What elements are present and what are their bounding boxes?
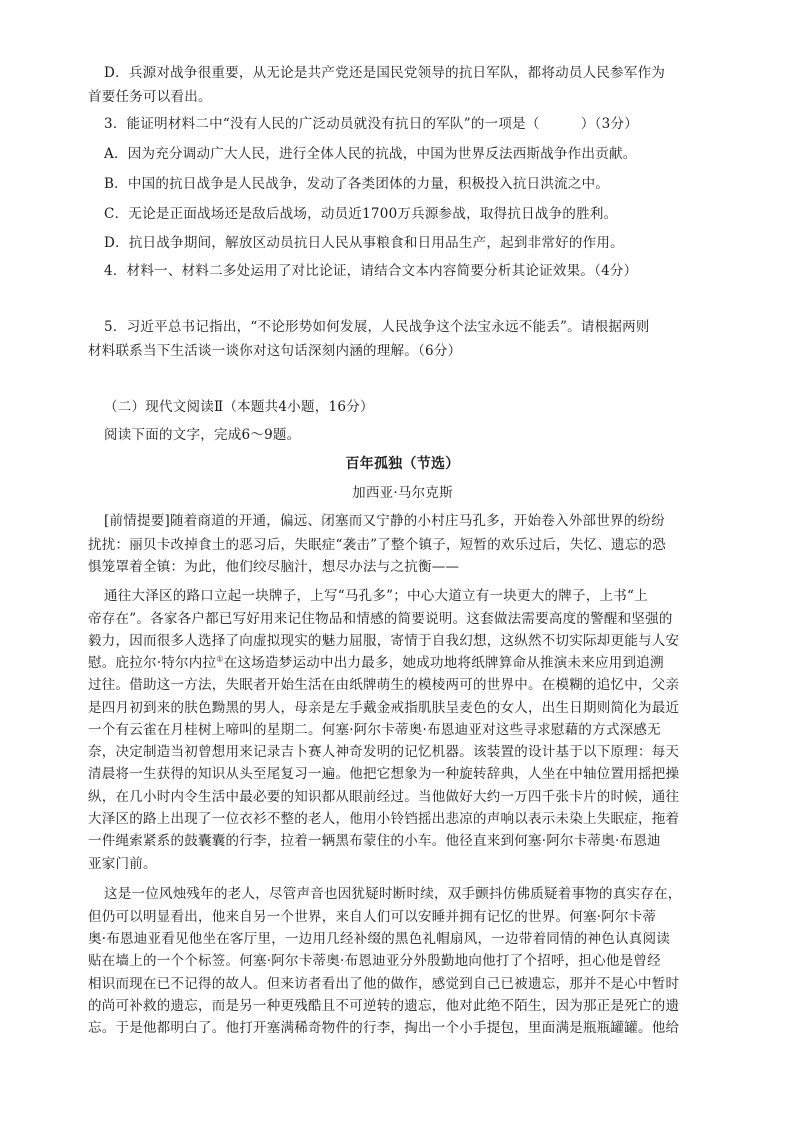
section-instruction: 阅读下面的文字，完成6～9题。 — [104, 427, 301, 443]
section-heading: （二）现代文阅读Ⅱ（本题共4小题，16分） — [104, 399, 374, 415]
p2-line-3: 奥·布恩迪亚看见他坐在客厅里，一边用几经补缀的黑色礼帽扇风，一边带着同情的神色认真阅读 — [88, 931, 671, 947]
p1-line-9: 清晨将一生获得的知识从头至尾复习一遍。他把它想象为一种旋转辞典，人坐在中轴位置用摇把操 — [88, 766, 680, 782]
q4-question: 4．材料一、材料二多处运用了对比论证，请结合文本内容简要分析其论证效果。（4分） — [104, 263, 638, 279]
q3-stem: 3．能证明材料二中“没有人民的广泛动员就没有抗日的军队”的一项是（ ）（3分） — [104, 116, 638, 132]
p1-line-10: 纵，在几小时内令生活中最必要的知识都从眼前经过。当他做好大约一万四千张卡片的时候，通往 — [88, 789, 680, 805]
q2-option-d-line-2: 首要任务可以看出。 — [88, 89, 212, 105]
p1-line-2: 帝存在”。各家各户都已写好用来记住物品和情感的简要说明。这套做法需要高度的警醒和坚强的 — [88, 611, 673, 627]
p1-line-4-start: 慰。庇拉尔·特尔内拉 — [88, 655, 217, 671]
q3-option-a: A．因为充分调动广大人民，进行全体人民的抗战，中国为世界反法西斯战争作出贡献。 — [104, 146, 637, 162]
p1-line-7: 一个有云雀在月桂树上啼叫的星期二。何塞·阿尔卡蒂奥·布恩迪亚对这些寻求慰藉的方式深感无 — [88, 722, 661, 738]
p1-line-4-end: 在这场造梦运动中出力最多，她成功地将纸牌算命从推演未来应用到追溯 — [223, 655, 664, 671]
q2-option-d-line-1: D．兵源对战争很重要，从无论是共产党还是国民党领导的抗日军队，都将动员人民参军作为 — [104, 65, 666, 81]
preface-line-2: 扰扰：丽贝卡改掉食土的恶习后，失眠症“袭击”了整个镇子，短暂的欢乐过后，失忆、遗忘的恐 — [88, 537, 667, 553]
footnote-marker: ① — [216, 654, 224, 664]
p2-line-6: 的尚可补救的遗忘，而是另一种更残酷且不可逆转的遗忘，他对此绝不陌生，因为那正是死亡的遗 — [88, 998, 680, 1014]
p1-line-6: 是四月初到来的肤色黝黑的男人，母亲是左手戴金戒指肌肤呈麦色的女人，出生日期则简化为最近 — [88, 700, 680, 716]
q3-option-b: B．中国的抗日战争是人民战争，发动了各类团体的力量，积极投入抗日洪流之中。 — [104, 176, 610, 192]
p1-line-5: 过往。借助这一方法，失眠者开始生活在由纸牌萌生的模棱两可的世界中。在模糊的追忆中，父亲 — [88, 677, 680, 693]
preface-line-1: [前情提要]随着商道的开通，偏远、闭塞而又宁静的小村庄马孔多，开始卷入外部世界的纷纷 — [104, 513, 666, 529]
p2-line-1: 这是一位风烛残年的老人，尽管声音也因犹疑时断时续，双手颤抖仿佛质疑着事物的真实存在， — [104, 886, 682, 902]
p2-line-2: 但仍可以明显看出，他来自另一个世界，来自人们可以安睡并拥有记忆的世界。何塞·阿尔卡蒂 — [88, 909, 657, 925]
p1-line-12: 一件绳索紧系的鼓囊囊的行李，拉着一辆黑布蒙住的小车。他径直来到何塞·阿尔卡蒂奥·布恩迪 — [88, 833, 661, 849]
p1-line-8: 奈，决定制造当初曾想用来记录吉卜赛人神奇发明的记忆机器。该装置的设计基于以下原理：每天 — [88, 744, 680, 760]
p2-line-7: 忘。于是他都明白了。他打开塞满稀奇物件的行李，掏出一个小手提包，里面满是瓶瓶罐罐。他给 — [88, 1020, 680, 1036]
q3-option-c: C．无论是正面战场还是敌后战场，动员近1700万兵源参战，取得抗日战争的胜利。 — [104, 206, 618, 222]
p1-line-4 — [88, 654, 713, 672]
p2-line-4: 贴在墙上的一个个标签。何塞·阿尔卡蒂奥·布恩迪亚分外殷勤地向他打了个招呼，担心他是曾经 — [88, 953, 661, 969]
p1-line-3: 毅力，因而很多人选择了向虚拟现实的魅力屈服，寄情于自我幻想，这纵然不切实际却更能与人安 — [88, 633, 680, 649]
preface-line-3: 惧笼罩着全镇：为此，他们绞尽脑汁，想尽办法与之抗衡—— — [88, 559, 460, 575]
p2-line-5: 相识而现在已不记得的故人。但来访者看出了他的做作，感觉到自己已被遗忘，那并不是心中暂时 — [88, 976, 680, 992]
p1-line-11: 大泽区的路上出现了一位衣衫不整的老人，他用小铃铛摇出悲凉的声响以表示未染上失眠症，拖着 — [88, 811, 680, 827]
q5-line-1: 5．习近平总书记指出，“不论形势如何发展，人民战争这个法宝永远不能丢”。请根据两则 — [104, 319, 650, 335]
article-author: 加西亚·马尔克斯 — [352, 485, 453, 501]
article-title: 百年孤独（节选） — [345, 456, 460, 472]
q3-option-d: D．抗日战争期间，解放区动员抗日人民从事粮食和日用品生产，起到非常好的作用。 — [104, 235, 624, 251]
p1-line-13: 亚家门前。 — [88, 856, 157, 872]
p1-line-1: 通往大泽区的路口立起一块牌子，上写“马孔多”；中心大道立有一块更大的牌子，上书“上 — [104, 588, 648, 604]
q5-line-2: 材料联系当下生活谈一谈你对这句话深刻内涵的理解。（6分） — [88, 343, 462, 359]
